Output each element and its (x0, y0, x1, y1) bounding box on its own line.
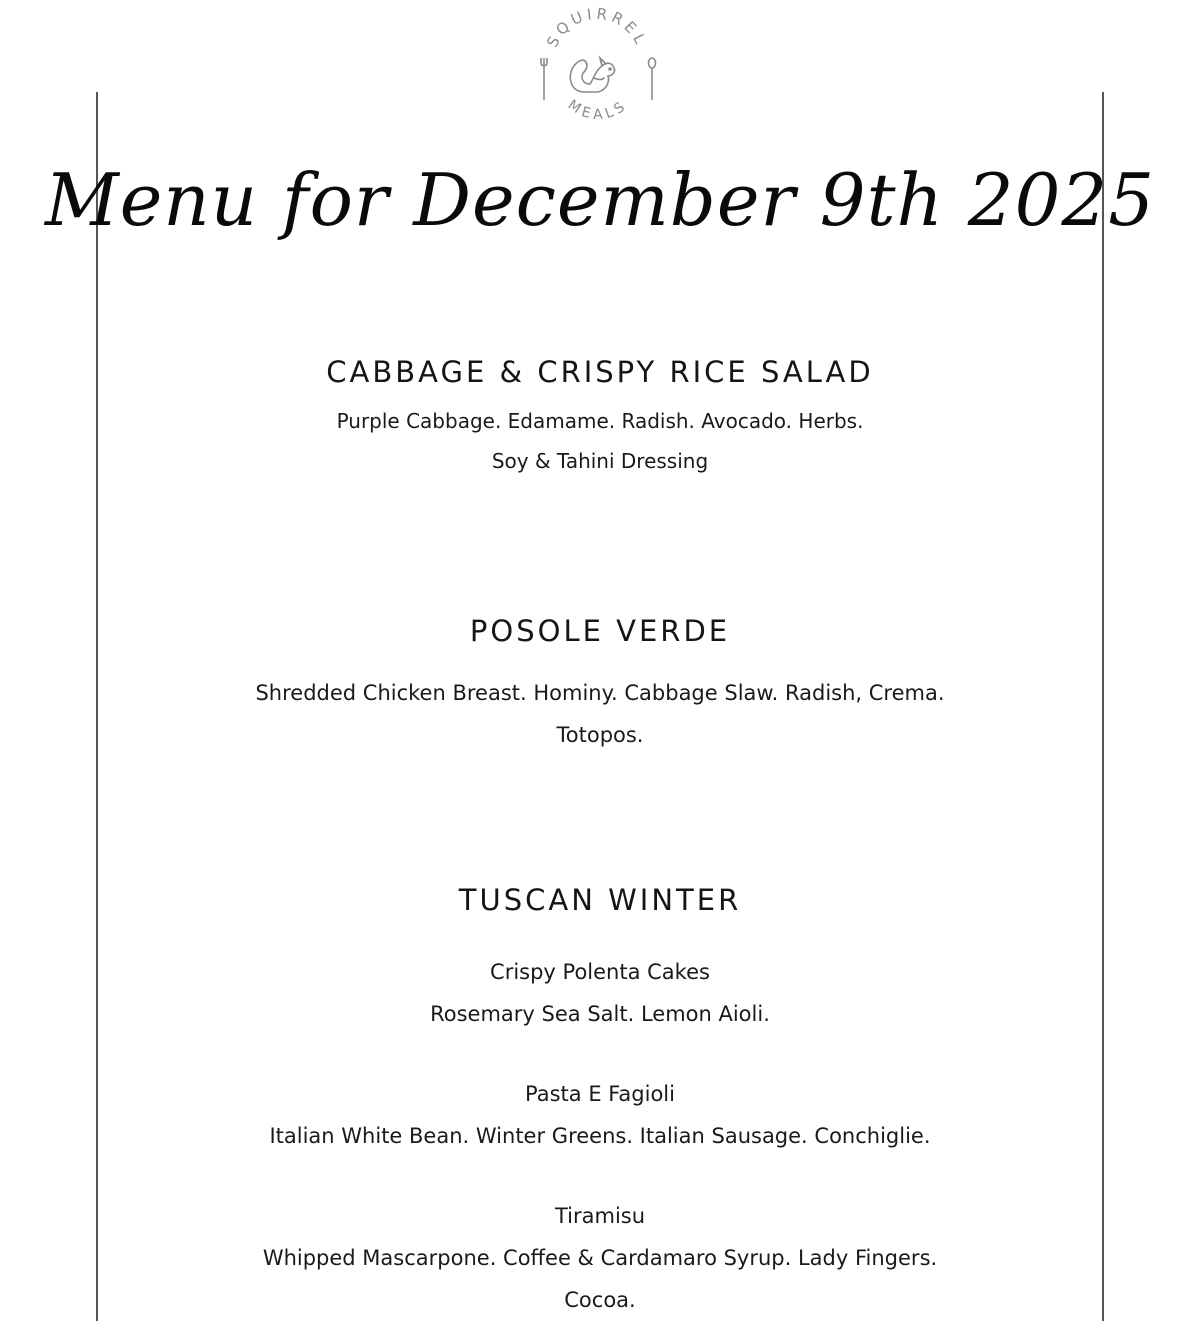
dish-name-tiramisu: Tiramisu (554, 1204, 646, 1228)
course-title-tuscan-winter: TUSCAN WINTER (458, 883, 742, 917)
course-title-cabbage-salad: CABBAGE & CRISPY RICE SALAD (326, 355, 874, 389)
menu-title: Menu for December 9th 2025 (44, 158, 1156, 242)
fork-icon (541, 58, 547, 100)
course-desc-line: Purple Cabbage. Edamame. Radish. Avocado. Herbs. (336, 409, 864, 433)
dish-name-polenta: Crispy Polenta Cakes (490, 960, 710, 984)
dish-desc-pasta: Italian White Bean. Winter Greens. Italian Sausage. Conchiglie. (269, 1124, 931, 1148)
logo-bottom-text: MEALS (564, 96, 632, 124)
course-desc-line: Totopos. (556, 723, 644, 747)
dish-desc-tiramisu: Whipped Mascarpone. Coffee & Cardamaro Syrup. Lady Fingers. (262, 1246, 938, 1270)
dish-desc-tiramisu-line2: Cocoa. (564, 1288, 636, 1312)
logo-top-text: SQUIRREL (543, 4, 651, 51)
dish-name-pasta: Pasta E Fagioli (525, 1082, 675, 1106)
course-title-posole-verde: POSOLE VERDE (469, 614, 731, 648)
squirrel-icon (570, 58, 614, 92)
squirrel-meals-logo (532, 0, 662, 132)
course-desc-line: Soy & Tahini Dressing (491, 449, 709, 473)
course-desc-line: Shredded Chicken Breast. Hominy. Cabbage Slaw. Radish, Crema. (255, 681, 945, 705)
dish-desc-polenta: Rosemary Sea Salt. Lemon Aioli. (430, 1002, 770, 1026)
spoon-icon (649, 58, 656, 100)
